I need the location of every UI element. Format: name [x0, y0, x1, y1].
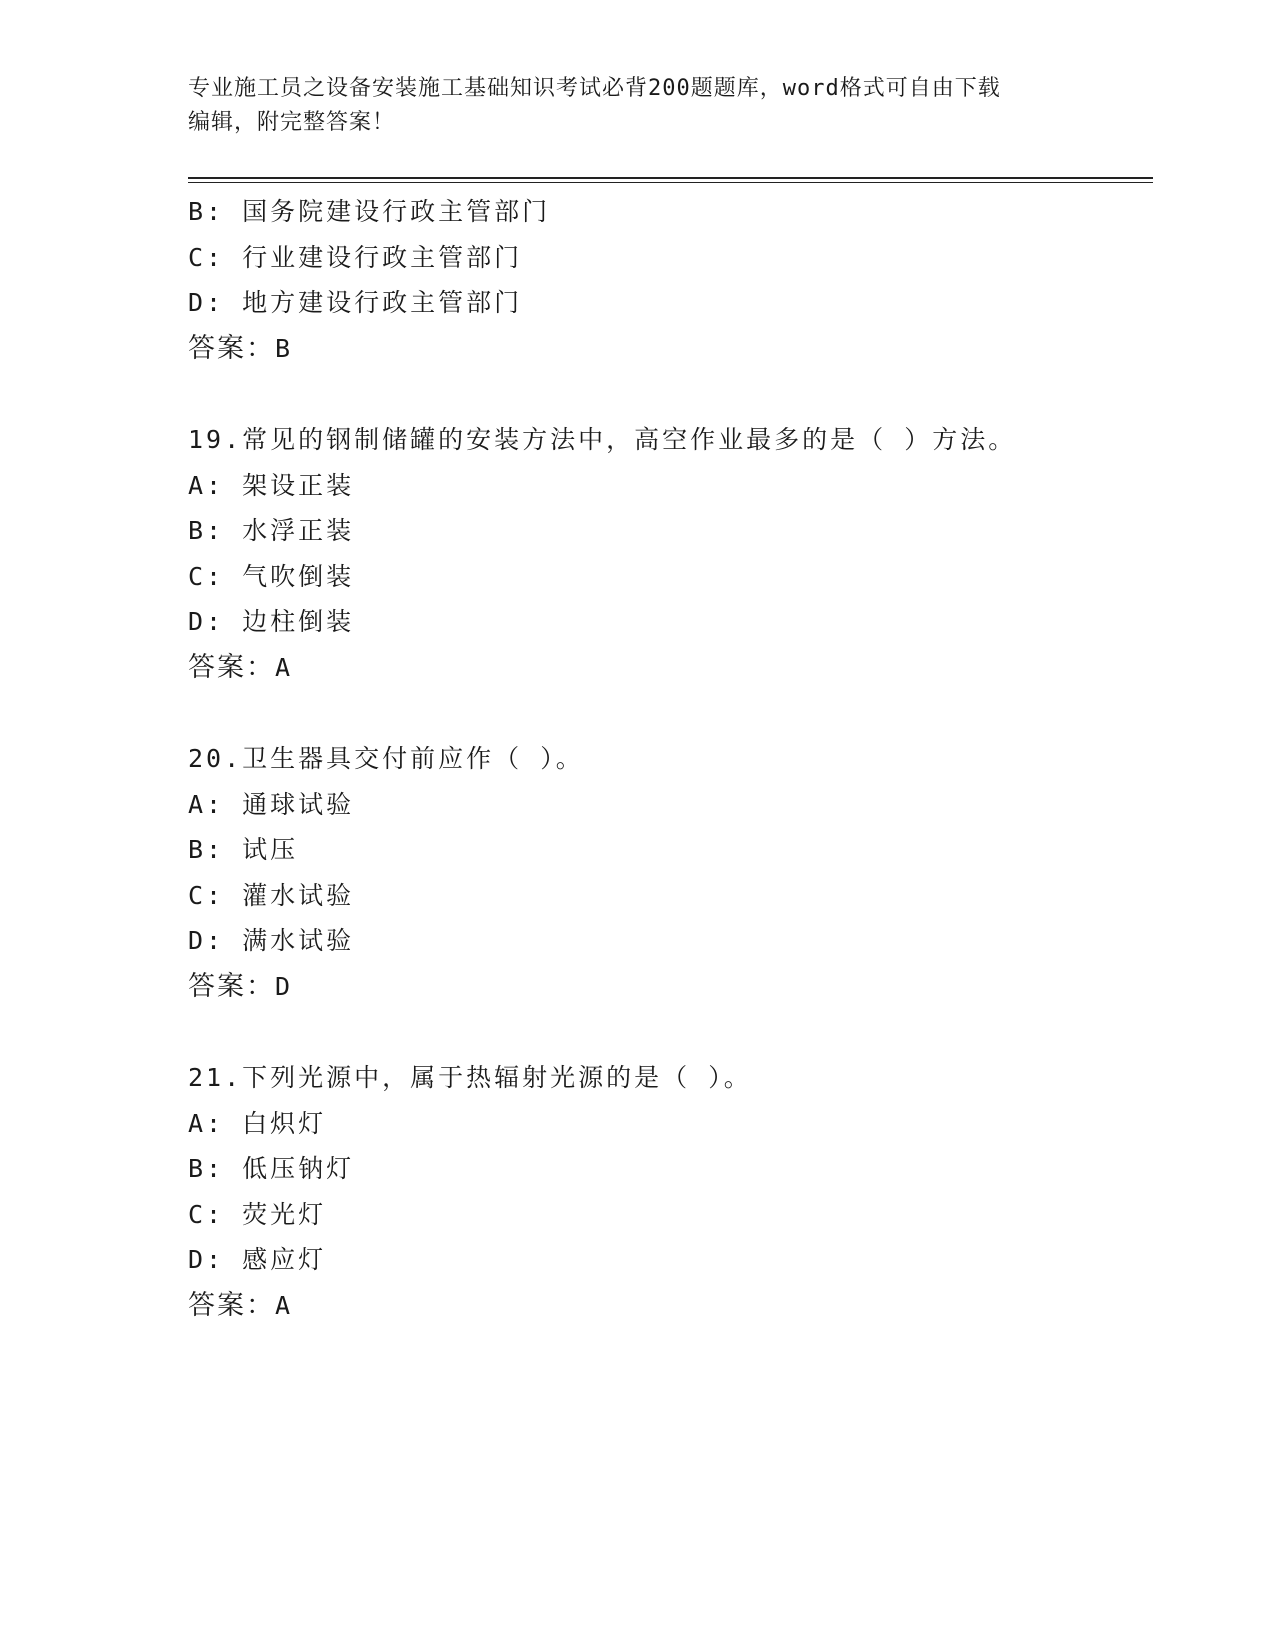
question-21	[188, 1055, 1148, 1328]
answer-label: 答案：	[188, 970, 275, 1002]
answer-value: D	[275, 971, 292, 1001]
header-divider-thick	[188, 177, 1153, 179]
answer-label: 答案：	[188, 332, 275, 364]
answer-value: A	[275, 1290, 292, 1320]
header-title-line-1: 专业施工员之设备安装施工基础知识考试必背200题题库，word格式可自由下载	[188, 76, 1001, 101]
document-header	[188, 72, 1088, 140]
option-c: C: 气吹倒装	[188, 561, 355, 591]
question-19	[188, 417, 1148, 690]
option-d: D: 满水试验	[188, 926, 355, 955]
option-a: A: 架设正装	[188, 470, 355, 500]
header-title-line-2: 编辑，附完整答案！	[188, 110, 396, 135]
answer-line	[188, 645, 1148, 691]
option-c: C: 荧光灯	[188, 1199, 327, 1229]
question-stem: 20.卫生器具交付前应作（ ）。	[188, 744, 584, 773]
option-c: C: 行业建设行政主管部门	[188, 242, 523, 272]
option-b: B: 水浮正装	[188, 516, 355, 545]
option-d: D: 感应灯	[188, 1245, 327, 1274]
answer-line	[188, 964, 1148, 1010]
option-a: A: 白炽灯	[188, 1108, 327, 1138]
option-a: A: 通球试验	[188, 789, 355, 819]
option-d: D: 地方建设行政主管部门	[188, 288, 523, 317]
answer-line	[188, 1283, 1148, 1329]
question-stem: 21.下列光源中，属于热辐射光源的是（ ）。	[188, 1063, 752, 1092]
question-18-continued	[188, 189, 1148, 371]
question-list	[188, 189, 1148, 1328]
answer-value: B	[275, 333, 292, 363]
option-b: B: 试压	[188, 835, 299, 864]
option-c: C: 灌水试验	[188, 880, 355, 910]
header-divider-thin	[188, 182, 1153, 183]
option-b: B: 低压钠灯	[188, 1154, 355, 1183]
answer-label: 答案：	[188, 651, 275, 683]
question-20	[188, 736, 1148, 1009]
answer-value: A	[275, 652, 292, 682]
answer-line	[188, 326, 1148, 372]
option-d: D: 边柱倒装	[188, 607, 355, 636]
answer-label: 答案：	[188, 1289, 275, 1321]
option-b: B: 国务院建设行政主管部门	[188, 197, 551, 226]
question-stem: 19.常见的钢制储罐的安装方法中，高空作业最多的是（ ）方法。	[188, 425, 1017, 454]
